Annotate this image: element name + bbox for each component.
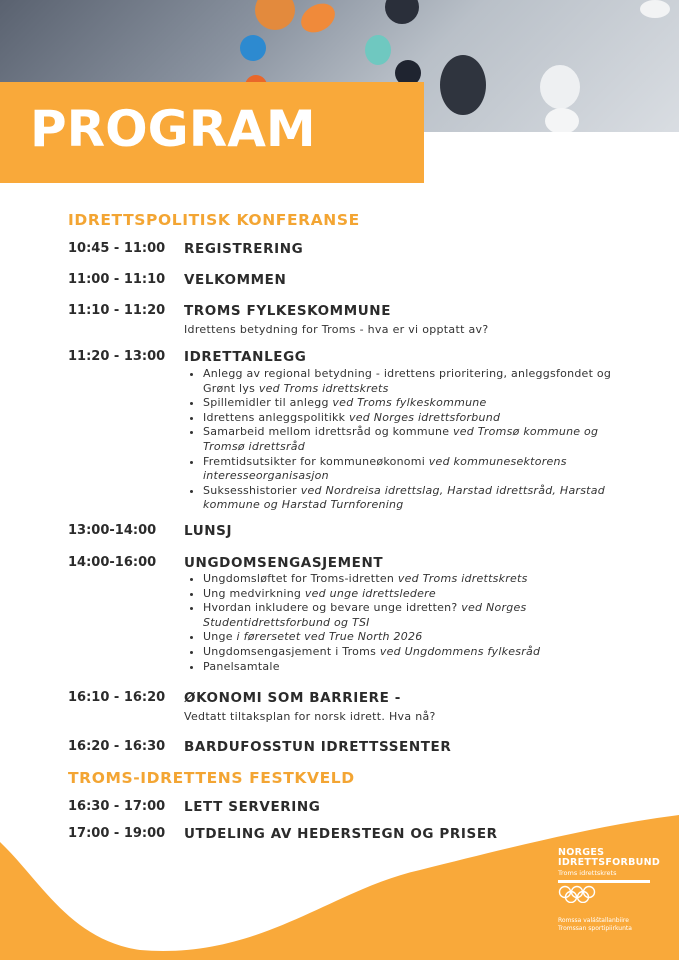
item-label: IDRETTANLEGG — [184, 349, 307, 365]
anlegg-bullet-list — [186, 367, 643, 513]
item-time: 16:10 - 16:20 — [68, 690, 166, 705]
ungdom-bullet-list — [186, 572, 643, 674]
climbing-hold — [365, 35, 391, 65]
page-title: PROGRAM — [30, 100, 316, 158]
item-label: VELKOMMEN — [184, 272, 287, 288]
item-time: 11:10 - 11:20 — [68, 303, 166, 318]
list-item: • Panelsamtale — [203, 660, 643, 675]
list-item: • Spillemidler til anlegg ved Troms fylkeskommune — [203, 396, 643, 411]
item-label: LETT SERVERING — [184, 799, 321, 815]
item-label: REGISTRERING — [184, 241, 304, 257]
list-item: • Ungdomsengasjement i Troms ved Ungdommens fylkesråd — [203, 645, 643, 660]
climbing-hold — [545, 108, 579, 132]
list-item: • Unge i førersetet ved True North 2026 — [203, 630, 643, 645]
list-item: • Ungdomsløftet for Troms-idretten ved Troms idrettskrets — [203, 572, 643, 587]
norges-idrettsforbund-logo: NORGES IDRETTSFORBUND Troms idrettskrets Romssa valáštallanbiire Tromssan sportipiirkunta — [558, 847, 661, 932]
item-time: 16:30 - 17:00 — [68, 799, 166, 814]
section-heading-conference: IDRETTSPOLITISK KONFERANSE — [68, 211, 360, 229]
climbing-hold — [255, 0, 295, 30]
item-label: LUNSJ — [184, 523, 233, 539]
item-time: 11:00 - 11:10 — [68, 272, 166, 287]
climbing-hold — [640, 0, 670, 18]
section-heading-evening: TROMS-IDRETTENS FESTKVELD — [68, 769, 355, 787]
item-label: UNGDOMSENGASJEMENT — [184, 555, 384, 571]
item-time: 17:00 - 19:00 — [68, 826, 166, 841]
list-item: • Idrettens anleggspolitikk ved Norges idrettsforbund — [203, 411, 643, 426]
item-time: 13:00-14:00 — [68, 523, 157, 538]
climbing-hold — [240, 35, 266, 61]
item-label: UTDELING AV HEDERSTEGN OG PRISER — [184, 826, 498, 842]
list-item: • Fremtidsutsikter for kommuneøkonomi ved kommunesektorens interesseorganisasjon — [203, 455, 643, 484]
item-time: 11:20 - 13:00 — [68, 349, 166, 364]
item-label: TROMS FYLKESKOMMUNE — [184, 303, 392, 319]
item-label: ØKONOMI SOM BARRIERE - — [184, 690, 401, 706]
list-item: • Anlegg av regional betydning - idrettens prioritering, anleggsfondet og Grønt lys ved Troms idrettskrets — [203, 367, 643, 396]
item-description: Idrettens betydning for Troms - hva er vi opptatt av? — [184, 323, 489, 336]
item-description: Vedtatt tiltaksplan for norsk idrett. Hva nå? — [184, 710, 436, 723]
item-time: 16:20 - 16:30 — [68, 739, 166, 754]
list-item: • Ung medvirkning ved unge idrettsledere — [203, 587, 643, 602]
climbing-hold — [540, 65, 580, 109]
climbing-hold — [385, 0, 419, 24]
climbing-hold — [440, 55, 486, 115]
list-item: • Samarbeid mellom idrettsråd og kommune ved Tromsø kommune og Tromsø idrettsråd — [203, 425, 643, 454]
climbing-hold — [296, 0, 340, 38]
olympic-rings-icon — [558, 885, 602, 903]
item-label: BARDUFOSSTUN IDRETTSSENTER — [184, 739, 452, 755]
list-item: • Suksesshistorier ved Nordreisa idrettslag, Harstad idrettsråd, Harstad kommune og Harstad Turnforening — [203, 484, 643, 513]
item-time: 14:00-16:00 — [68, 555, 157, 570]
list-item: • Hvordan inkludere og bevare unge idretten? ved Norges Studentidrettsforbund og TSI — [203, 601, 643, 630]
item-time: 10:45 - 11:00 — [68, 241, 166, 256]
